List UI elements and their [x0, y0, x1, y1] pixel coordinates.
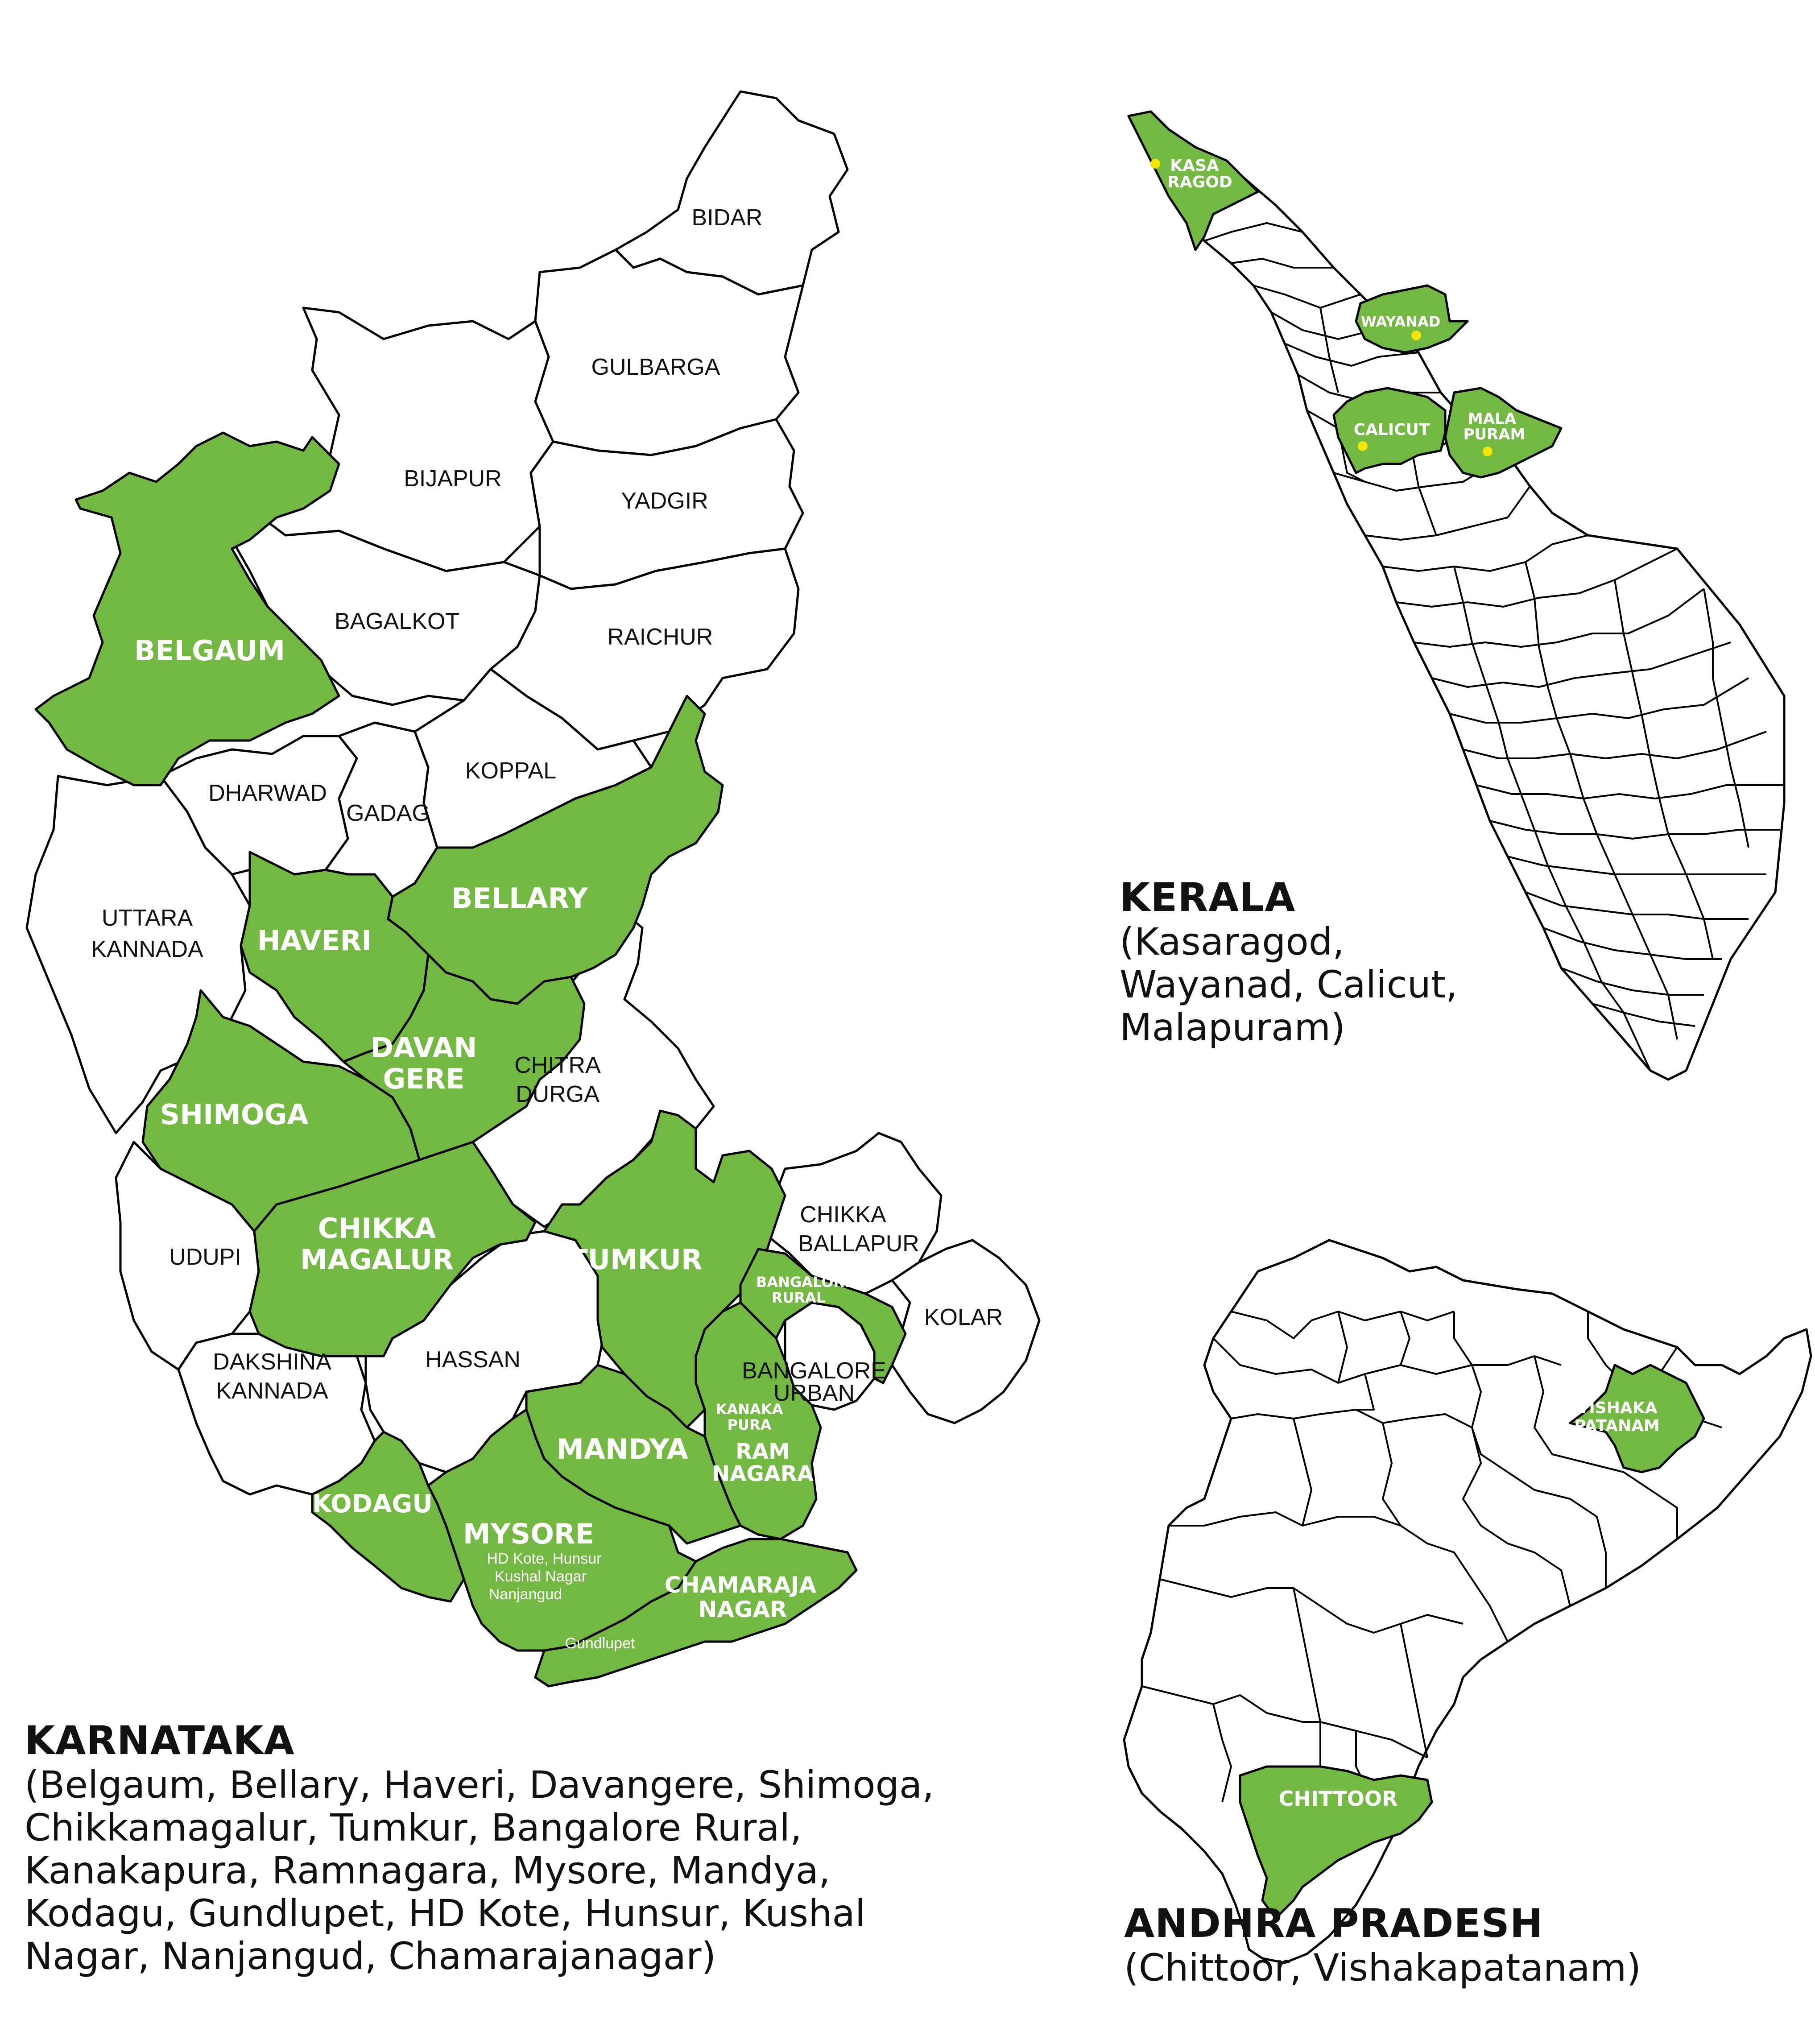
label-mysore-sub-2: Kushal Nagar: [494, 1568, 587, 1585]
karnataka-district-list: (Belgaum, Bellary, Haveri, Davangere, Shimoga, Chikkamagalur, Tumkur, Bangalore Rural, Kanakapura, Ramnagara, Mysore, Mandya, Kodagu, Gundlupet, HD Kote, Hunsur, Kushal Nagar, Nanjangud, Chamarajanagar): [25, 1763, 934, 1978]
label-mandya: MANDYA: [556, 1433, 688, 1465]
legend-karnataka: [25, 1717, 939, 1978]
label-chittoor: CHITTOOR: [1278, 1787, 1398, 1811]
label-chikkamagalur-1: CHIKKA: [318, 1212, 436, 1245]
kerala-location-dot: [1483, 447, 1493, 456]
label-vishakapatanam-2: PATANAM: [1574, 1417, 1660, 1435]
andhra-map: [1124, 1240, 1811, 1963]
label-kanakapura-1: KANAKA: [715, 1401, 783, 1418]
label-haveri: HAVERI: [257, 924, 372, 957]
label-hassan: HASSAN: [425, 1347, 521, 1373]
kerala-district-list-2: Wayanad, Calicut,: [1120, 963, 1458, 1006]
label-malapuram-2: PURAM: [1463, 426, 1526, 443]
label-davangere-2: GERE: [383, 1063, 465, 1095]
label-bellary: BELLARY: [451, 882, 588, 914]
legend-kerala: [1120, 874, 1521, 1049]
label-dakshina-kannada-1: DAKSHINA: [213, 1349, 331, 1375]
label-chitradurga-2: DURGA: [516, 1081, 599, 1107]
label-chikkamagalur-2: MAGALUR: [300, 1243, 454, 1276]
label-bagalkot: BAGALKOT: [334, 608, 460, 634]
label-tumkur: TUMKUR: [569, 1243, 703, 1276]
label-ramnagara-2: NAGARA: [712, 1461, 814, 1486]
label-chamarajanagar-1: CHAMARAJA: [664, 1572, 817, 1598]
label-chikkaballapur-1: CHIKKA: [800, 1202, 886, 1228]
label-udupi: UDUPI: [169, 1244, 241, 1270]
label-mysore-sub-1: HD Kote, Hunsur: [487, 1550, 602, 1567]
label-bangalore-rural-1: BANGALORE: [756, 1274, 854, 1291]
legend-andhra-pradesh: [1124, 1900, 1749, 1989]
label-uttara-kannada-1: UTTARA: [101, 905, 193, 931]
label-dakshina-kannada-2: KANNADA: [216, 1378, 328, 1404]
label-chitradurga-1: CHITRA: [514, 1052, 601, 1078]
label-chamarajanagar-2: NAGAR: [698, 1597, 787, 1622]
label-bangalore-rural-2: RURAL: [771, 1289, 826, 1306]
label-raichur: RAICHUR: [607, 624, 713, 650]
label-kasaragod-1: KASA: [1170, 157, 1219, 175]
label-vishakapatanam-1: VISHAKA: [1576, 1399, 1658, 1417]
label-malapuram-1: MALA: [1468, 410, 1517, 428]
karnataka-title: KARNATAKA: [25, 1717, 295, 1763]
kerala-location-dot: [1358, 441, 1368, 451]
andhra-district-list: (Chittoor, Vishakapatanam): [1124, 1946, 1641, 1990]
label-calicut: CALICUT: [1353, 421, 1430, 439]
label-kasaragod-2: RAGOD: [1167, 173, 1232, 191]
label-shimoga: SHIMOGA: [160, 1098, 309, 1131]
label-belgaum: BELGAUM: [134, 634, 285, 667]
district-kolar: [892, 1240, 1039, 1423]
kerala-district-list-3: Malapuram): [1120, 1005, 1345, 1049]
karnataka-map: [27, 91, 1039, 1686]
label-gulbarga: GULBARGA: [591, 354, 720, 380]
label-kolar: KOLAR: [924, 1304, 1003, 1330]
andhra-outline: [1124, 1240, 1811, 1963]
label-dharwad: DHARWAD: [208, 780, 327, 806]
kerala-location-dot: [1411, 331, 1421, 340]
label-bidar: BIDAR: [691, 205, 763, 231]
label-chikkaballapur-2: BALLAPUR: [798, 1231, 919, 1257]
label-gadag: GADAG: [346, 800, 430, 826]
label-kodagu: KODAGU: [312, 1490, 433, 1519]
label-bangalore-urban-1: BANGALORE: [742, 1358, 886, 1384]
label-wayanad: WAYANAD: [1360, 313, 1441, 330]
andhra-title: ANDHRA PRADESH: [1124, 1900, 1543, 1946]
label-bangalore-urban-2: URBAN: [773, 1380, 855, 1406]
label-mysore: MYSORE: [463, 1518, 595, 1550]
label-kanakapura-2: PURA: [727, 1416, 772, 1433]
label-ramnagara-1: RAM: [736, 1439, 790, 1464]
label-bijapur: BIJAPUR: [404, 466, 502, 492]
kerala-location-dot: [1150, 159, 1160, 169]
label-koppal: KOPPAL: [465, 758, 557, 784]
label-yadgir: YADGIR: [621, 488, 708, 514]
kerala-district-list-1: (Kasaragod,: [1120, 920, 1344, 964]
label-gundlupet: Gundlupet: [565, 1635, 635, 1652]
label-mysore-sub-3: Nanjangud: [488, 1586, 562, 1603]
label-uttara-kannada-2: KANNADA: [91, 936, 203, 962]
label-davangere-1: DAVAN: [370, 1031, 477, 1064]
district-bijapur: [250, 308, 553, 571]
kerala-title: KERALA: [1120, 874, 1296, 920]
